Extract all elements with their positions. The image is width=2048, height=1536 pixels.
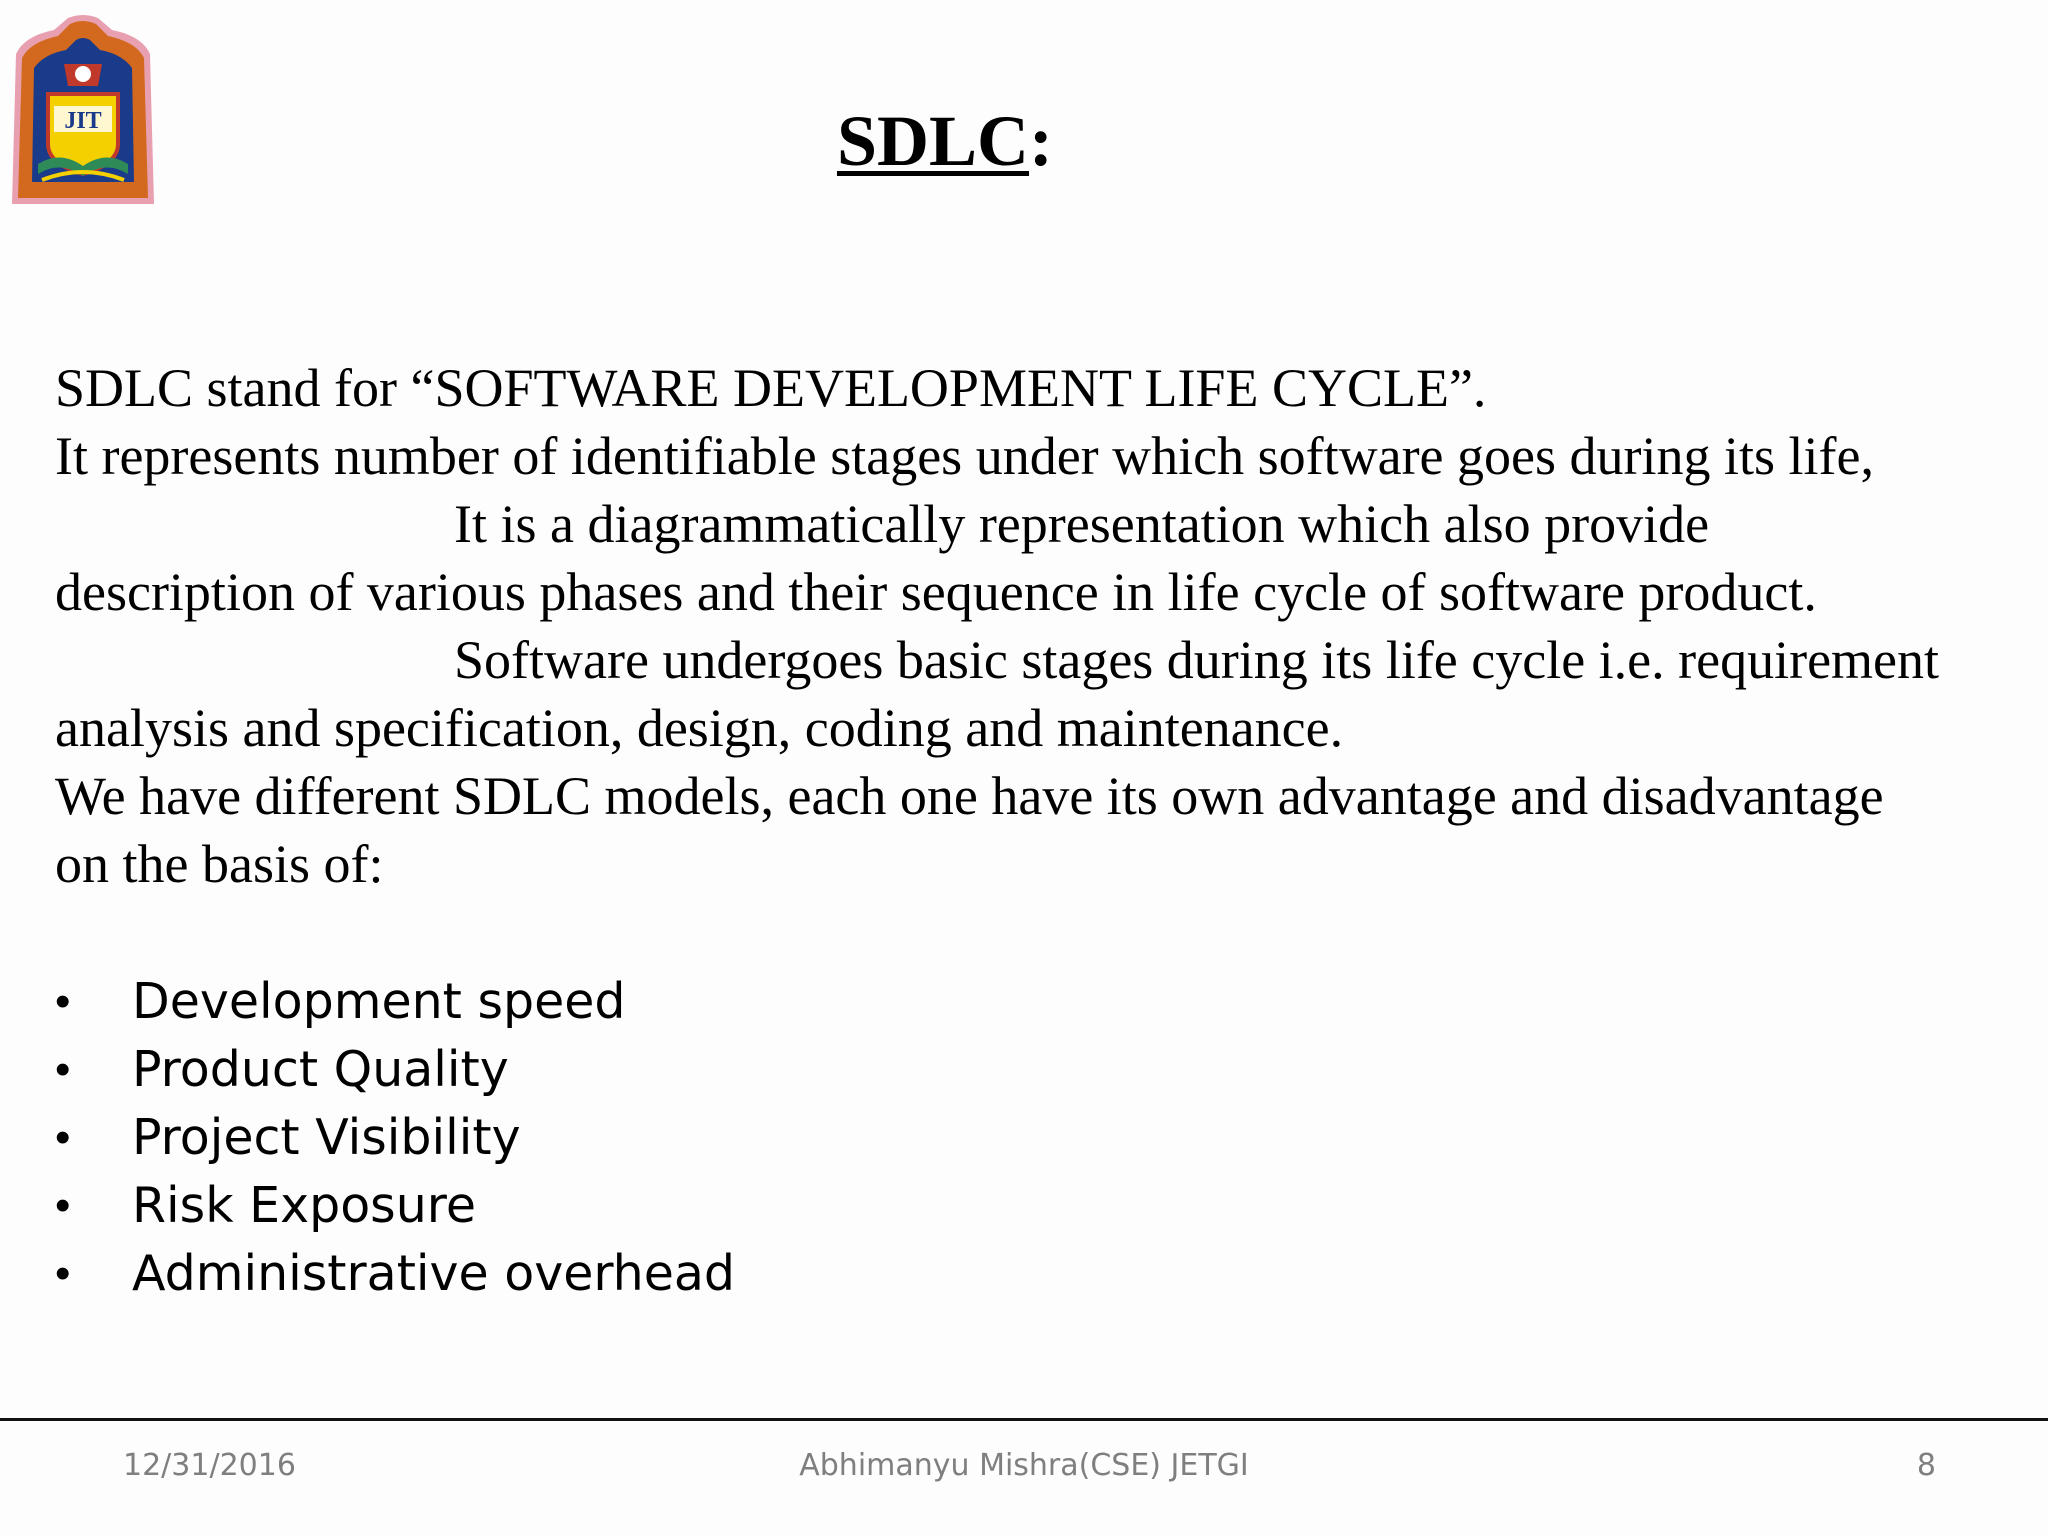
bullet-item xyxy=(55,1104,735,1172)
bullet-label: Administrative overhead xyxy=(132,1245,735,1302)
footer-page-number: 8 xyxy=(1916,1448,1936,1483)
bullet-dot: • xyxy=(55,977,71,1026)
paragraph-line: Software undergoes basic stages during its life cycle i.e. requirement xyxy=(454,630,1940,690)
paragraph-line: It is a diagrammatically representation which also provide xyxy=(454,494,1710,554)
paragraph-line: on the basis of: xyxy=(55,834,384,894)
bullet-list xyxy=(55,968,735,1308)
bullet-dot: • xyxy=(55,1045,71,1094)
paragraph-line: We have different SDLC models, each one have its own advantage and disadvantage xyxy=(55,766,1884,826)
slide-title-underlined: SDLC xyxy=(836,101,1030,181)
bullet-dot: • xyxy=(55,1181,71,1230)
logo-emblem-text: JIT xyxy=(64,108,102,134)
bullet-dot: • xyxy=(55,1113,71,1162)
bullet-item xyxy=(55,1240,735,1308)
slide-title xyxy=(0,96,1890,186)
paragraph-line: It represents number of identifiable stages under which software goes during its life, xyxy=(55,426,1874,486)
slide-title-suffix: : xyxy=(1029,101,1054,181)
bullet-item xyxy=(55,968,735,1036)
footer-divider xyxy=(0,1418,2048,1421)
bullet-label: Project Visibility xyxy=(132,1109,521,1166)
footer-author: Abhimanyu Mishra(CSE) JETGI xyxy=(799,1448,1249,1483)
slide-paragraph xyxy=(55,354,2045,898)
bullet-label: Risk Exposure xyxy=(132,1177,476,1234)
paragraph-line: analysis and specification, design, coding and maintenance. xyxy=(55,698,1344,758)
footer-date: 12/31/2016 xyxy=(123,1448,296,1483)
bullet-item xyxy=(55,1036,735,1104)
bullet-item xyxy=(55,1172,735,1240)
bullet-label: Product Quality xyxy=(132,1041,509,1098)
bullet-label: Development speed xyxy=(132,973,626,1030)
paragraph-line: description of various phases and their sequence in life cycle of software product. xyxy=(55,562,1817,622)
paragraph-line: SDLC stand for “SOFTWARE DEVELOPMENT LIFE CYCLE”. xyxy=(55,358,1487,418)
bullet-dot: • xyxy=(55,1249,71,1298)
